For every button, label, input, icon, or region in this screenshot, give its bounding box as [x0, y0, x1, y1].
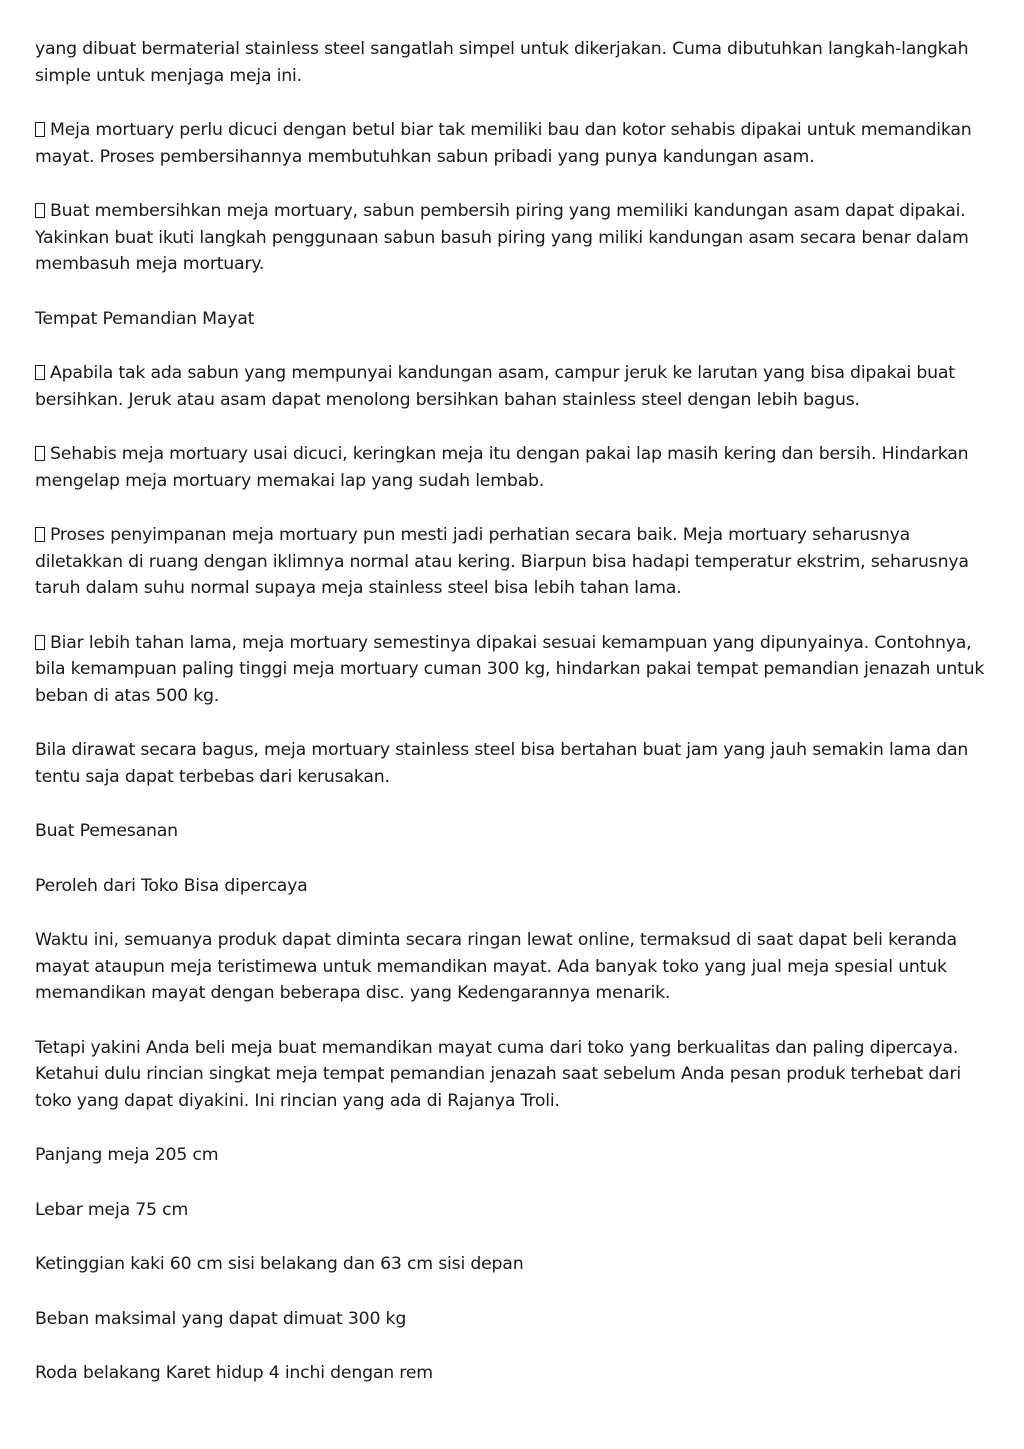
bullet-box-icon	[35, 365, 45, 380]
paragraph-text: Waktu ini, semuanya produk dapat diminta secara ringan lewat online, termaksud di saat dapat beli keranda mayat ataupun meja teristimewa untuk memandikan mayat. Ada banyak toko yang jual meja spesial untuk memandikan mayat dengan beberapa disc. yang Kedengarannya menarik.	[35, 930, 957, 1003]
paragraph-text: Tetapi yakini Anda beli meja buat memandikan mayat cuma dari toko yang berkualitas dan paling dipercaya. Ketahui dulu rincian singkat meja tempat pemandian jenazah saat sebelum Anda pesan produk terhebat dari toko yang dapat diyakini. Ini rincian yang ada di Rajanya Troli.	[35, 1037, 962, 1111]
spec-text: Beban maksimal yang dapat dimuat 300 kg	[35, 1308, 407, 1329]
paragraph	[35, 927, 990, 1007]
paragraph-text: Buat membersihkan meja mortuary, sabun pembersih piring yang memiliki kandungan asam dapat dipakai. Yakinkan buat ikuti langkah penggunaan sabun basuh piring yang miliki kandungan asam secara benar dalam membasuh meja mortuary.	[35, 201, 969, 274]
spec-item	[35, 1360, 990, 1387]
spec-text: Ketinggian kaki 60 cm sisi belakang dan 63 cm sisi depan	[35, 1254, 524, 1274]
heading-text: Buat Pemesanan	[35, 821, 178, 841]
bullet-paragraph	[35, 441, 990, 494]
spec-text: Lebar meja 75 cm	[35, 1199, 189, 1220]
spec-item	[35, 1142, 990, 1169]
paragraph-text: Apabila tak ada sabun yang mempunyai kandungan asam, campur jeruk ke larutan yang bisa dipakai buat bersihkan. Jeruk atau asam dapat menolong bersihkan bahan stainless steel dengan lebih bagus.	[35, 363, 955, 410]
bullet-box-icon	[35, 122, 45, 137]
bullet-box-icon	[35, 203, 45, 218]
heading-text: Tempat Pemandian Mayat	[35, 308, 255, 329]
paragraph-text: yang dibuat bermaterial stainless steel sangatlah simpel untuk dikerjakan. Cuma dibutuhkan langkah-langkah simple untuk menjaga meja ini.	[35, 39, 969, 86]
section-heading	[35, 306, 990, 333]
bullet-box-icon	[35, 446, 45, 461]
bullet-paragraph	[35, 522, 990, 602]
bullet-paragraph	[35, 630, 990, 710]
paragraph	[35, 36, 990, 89]
bullet-box-icon	[35, 527, 45, 542]
document-page	[35, 36, 990, 1415]
paragraph-text: Sehabis meja mortuary usai dicuci, keringkan meja itu dengan pakai lap masih kering dan bersih. Hindarkan mengelap meja mortuary memakai lap yang sudah lembab.	[35, 444, 969, 491]
section-heading	[35, 873, 990, 900]
spec-text: Roda belakang Karet hidup 4 inchi dengan rem	[35, 1363, 433, 1383]
bullet-paragraph	[35, 360, 990, 413]
bullet-paragraph	[35, 117, 990, 170]
paragraph-text: Proses penyimpanan meja mortuary pun mesti jadi perhatian secara baik. Meja mortuary seharusnya diletakkan di ruang dengan iklimnya normal atau kering. Biarpun bisa hadapi temperatur ekstrim, seharusnya taruh dalam suhu normal supaya meja stainless steel bisa lebih tahan lama.	[35, 525, 969, 598]
paragraph-text: Biar lebih tahan lama, meja mortuary semestinya dipakai sesuai kemampuan yang dipunyainya. Contohnya, bila kemampuan paling tinggi meja mortuary cuman 300 kg, hindarkan pakai tempat pemandian jenazah untuk beban di atas 500 kg.	[35, 632, 985, 706]
spec-item	[35, 1306, 990, 1333]
spec-item	[35, 1197, 990, 1224]
spec-item	[35, 1251, 990, 1278]
heading-text: Peroleh dari Toko Bisa dipercaya	[35, 875, 308, 896]
paragraph	[35, 737, 990, 790]
paragraph	[35, 1035, 990, 1115]
section-heading	[35, 818, 990, 845]
paragraph-text: Meja mortuary perlu dicuci dengan betul biar tak memiliki bau dan kotor sehabis dipakai untuk memandikan mayat. Proses pembersihannya membutuhkan sabun pribadi yang punya kandungan asam.	[35, 120, 972, 167]
bullet-box-icon	[35, 635, 45, 650]
paragraph-text: Bila dirawat secara bagus, meja mortuary stainless steel bisa bertahan buat jam yang jauh semakin lama dan tentu saja dapat terbebas dari kerusakan.	[35, 740, 969, 787]
spec-text: Panjang meja 205 cm	[35, 1145, 219, 1165]
bullet-paragraph	[35, 198, 990, 278]
